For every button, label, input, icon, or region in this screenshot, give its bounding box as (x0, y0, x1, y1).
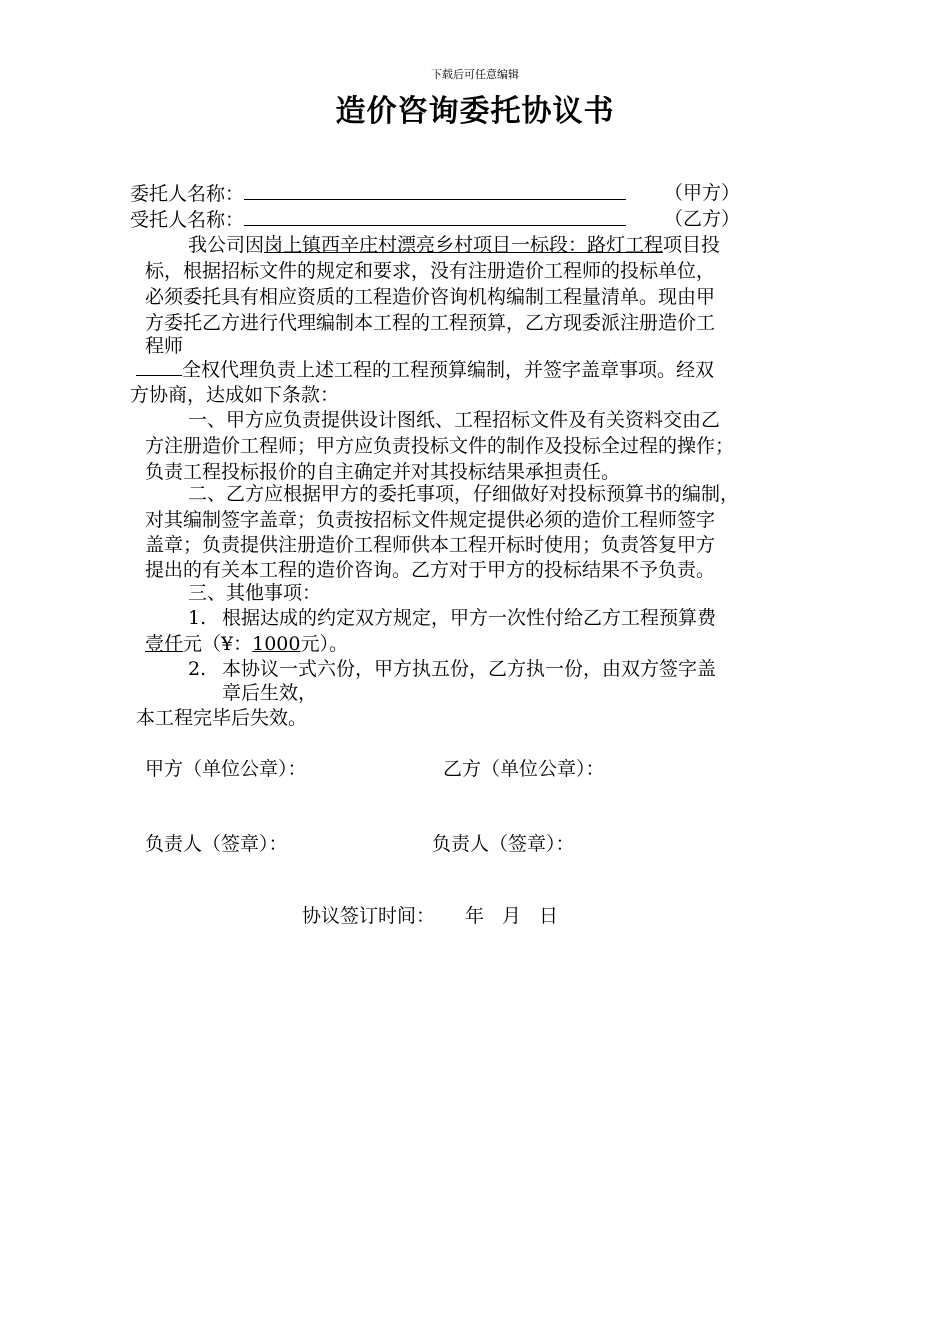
item1-number: 1. (188, 607, 207, 629)
item2-line-1: 本协议一式六份，甲方执五份，乙方执一份，由双方签字盖 (222, 658, 717, 680)
date-year: 年 (465, 905, 485, 927)
intro-line-5: 程师 (145, 335, 184, 357)
intro-line-7: 方协商，达成如下条款： (130, 384, 340, 406)
intro-line-3: 必须委托具有相应资质的工程造价咨询机构编制工程量清单。现由甲 (145, 286, 716, 308)
clause2-line-3: 盖章；负责提供注册造价工程师供本工程开标时使用；负责答复甲方 (145, 534, 716, 556)
clause3-heading: 三、其他事项： (188, 582, 322, 604)
item2-number: 2. (188, 658, 207, 680)
intro-prefix: 我公司因 (188, 234, 265, 256)
party-b-person-label: 负责人（签章）： (432, 833, 575, 855)
intro-line-4: 方委托乙方进行代理编制本工程的工程预算，乙方现委派注册造价工 (145, 312, 716, 334)
clause2-line-2: 对其编制签字盖章；负责按招标文件规定提供必须的造价工程师签字 (145, 509, 716, 531)
client-party-tag: （甲方） (664, 182, 741, 204)
signing-date-row (302, 904, 558, 928)
contractor-name-label: 受托人名称： (130, 209, 245, 231)
date-month: 月 (502, 905, 522, 927)
header-note: 下载后可任意编辑 (431, 68, 519, 81)
contractor-party-tag: （乙方） (664, 208, 741, 230)
party-a-seal-label: 甲方（单位公章）： (145, 758, 307, 780)
contractor-name-field[interactable] (244, 207, 626, 226)
party-a-person-label: 负责人（签章）： (145, 833, 288, 855)
amount-number: 1000 (252, 633, 301, 655)
client-name-field[interactable] (244, 181, 626, 200)
item2-line-3: 本工程完毕后失效。 (136, 707, 308, 729)
contractor-name-row (130, 207, 626, 232)
clause1-line-2: 方注册造价工程师；甲方应负责投标文件的制作及投标全过程的操作； (145, 435, 735, 457)
engineer-name-field[interactable] (136, 357, 182, 376)
intro-line-1 (188, 233, 720, 257)
project-name: 岗上镇西辛庄村漂亮乡村项目一标段：路灯工程 (264, 234, 664, 256)
clause2-line-1: 二、乙方应根据甲方的委托事项，仔细做好对投标预算书的编制， (188, 483, 740, 505)
item1-line-1: 根据达成的约定双方规定，甲方一次性付给乙方工程预算费 (222, 607, 717, 629)
amount-in-words: 壹仟 (145, 633, 184, 655)
clause2-line-4: 提出的有关本工程的造价咨询。乙方对于甲方的投标结果不予负责。 (145, 559, 716, 581)
item2-line-2: 章后生效， (222, 682, 318, 704)
document-title: 造价咨询委托协议书 (335, 94, 615, 129)
amount-mid-1: 元（¥： (183, 633, 253, 655)
client-name-label: 委托人名称： (130, 183, 245, 205)
intro-line-2: 标，根据招标文件的规定和要求，没有注册造价工程师的投标单位， (145, 260, 716, 282)
intro-line-6 (136, 357, 714, 382)
clause1-line-3: 负责工程投标报价的自主确定并对其投标结果承担责任。 (145, 461, 621, 483)
amount-mid-2: 元）。 (300, 633, 348, 655)
party-b-seal-label: 乙方（单位公章）： (443, 758, 605, 780)
client-name-row (130, 181, 626, 206)
intro-suffix: 项目投 (663, 234, 721, 256)
signing-date-label: 协议签订时间： (302, 905, 436, 927)
clause1-line-1: 一、甲方应负责提供设计图纸、工程招标文件及有关资料交由乙 (188, 409, 721, 431)
date-day: 日 (539, 905, 559, 927)
item1-line-2 (145, 632, 348, 656)
intro-line-6-text: 全权代理负责上述工程的工程预算编制，并签字盖章事项。经双 (182, 359, 715, 381)
